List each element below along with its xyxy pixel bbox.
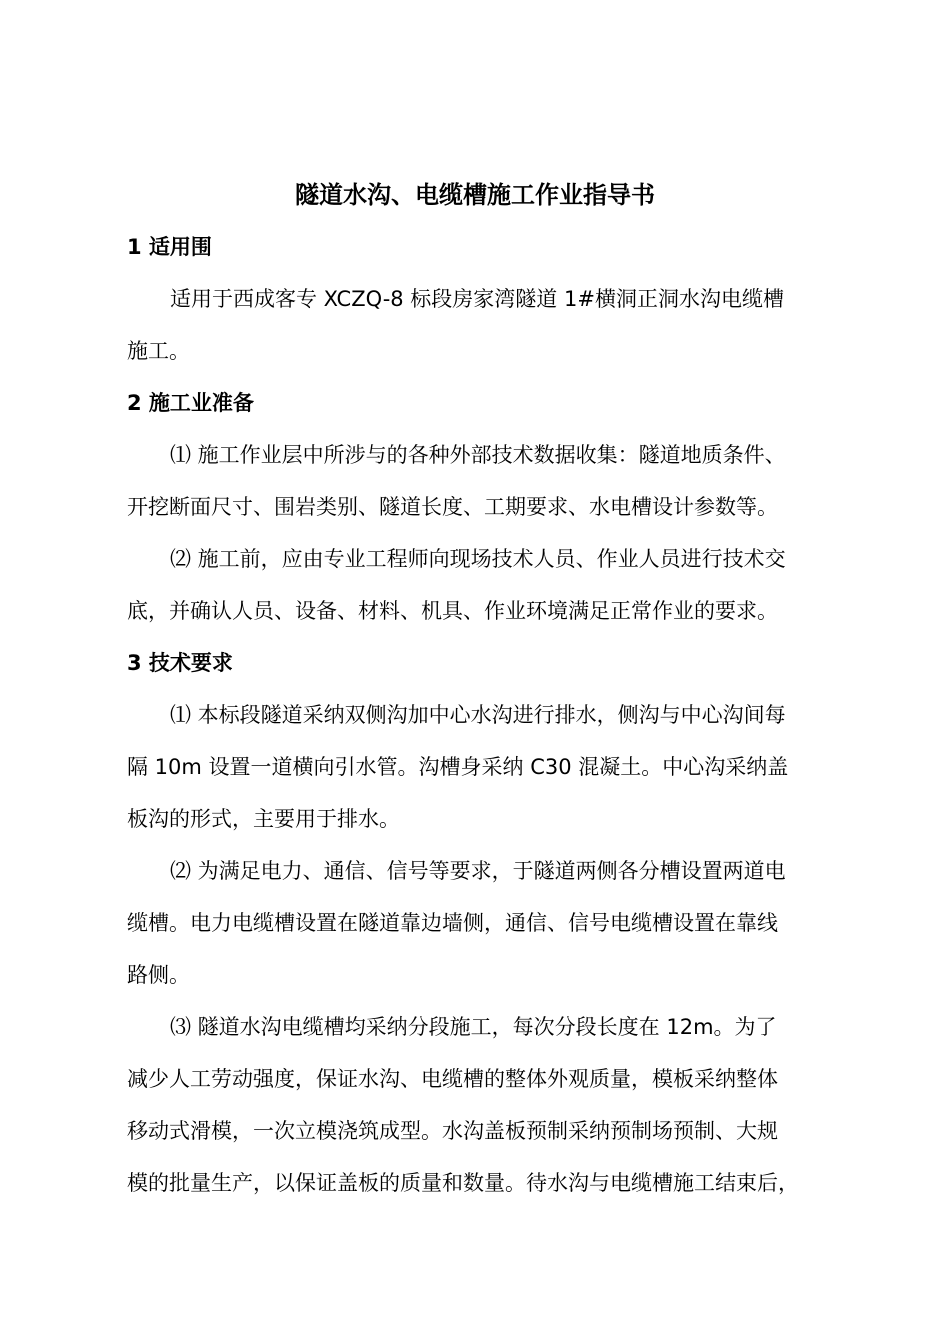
paragraph-line: 路侧。 bbox=[127, 963, 190, 987]
paragraph-line: ⑵ 施工前，应由专业工程师向现场技术人员、作业人员进行技术交 bbox=[170, 547, 786, 571]
document-title: 隧道水沟、电缆槽施工作业指导书 bbox=[295, 181, 655, 209]
paragraph-line: 移动式滑模，一次立模浇筑成型。水沟盖板预制采纳预制场预制、大规 bbox=[127, 1119, 778, 1143]
paragraph-line: 适用于西成客专 XCZQ-8 标段房家湾隧道 1#横洞正洞水沟电缆槽 bbox=[170, 287, 784, 311]
paragraph-line: 模的批量生产，以保证盖板的质量和数量。待水沟与电缆槽施工结束后， bbox=[127, 1171, 799, 1195]
paragraph-line: 隔 10m 设置一道横向引水管。沟槽身采纳 C30 混凝土。中心沟采纳盖 bbox=[127, 755, 789, 779]
paragraph-line: 缆槽。电力电缆槽设置在隧道靠边墙侧，通信、信号电缆槽设置在靠线 bbox=[127, 911, 778, 935]
paragraph-line: ⑴ 施工作业层中所涉与的各种外部技术数据收集：隧道地质条件、 bbox=[170, 443, 786, 467]
section-heading-scope: 1 适用围 bbox=[127, 235, 212, 259]
paragraph-line: 底，并确认人员、设备、材料、机具、作业环境满足正常作业的要求。 bbox=[127, 599, 778, 623]
paragraph-line: 板沟的形式，主要用于排水。 bbox=[127, 807, 400, 831]
paragraph-line: ⑴ 本标段隧道采纳双侧沟加中心水沟进行排水，侧沟与中心沟间每 bbox=[170, 703, 786, 727]
section-heading-technical-requirements: 3 技术要求 bbox=[127, 651, 233, 675]
paragraph-line: ⑶ 隧道水沟电缆槽均采纳分段施工，每次分段长度在 12m。为了 bbox=[170, 1015, 777, 1039]
paragraph-line: 施工。 bbox=[127, 339, 190, 363]
section-heading-preparation: 2 施工业准备 bbox=[127, 391, 254, 415]
paragraph-line: 减少人工劳动强度，保证水沟、电缆槽的整体外观质量，模板采纳整体 bbox=[127, 1067, 778, 1091]
paragraph-line: 开挖断面尺寸、围岩类别、隧道长度、工期要求、水电槽设计参数等。 bbox=[127, 495, 778, 519]
paragraph-line: ⑵ 为满足电力、通信、信号等要求，于隧道两侧各分槽设置两道电 bbox=[170, 859, 786, 883]
